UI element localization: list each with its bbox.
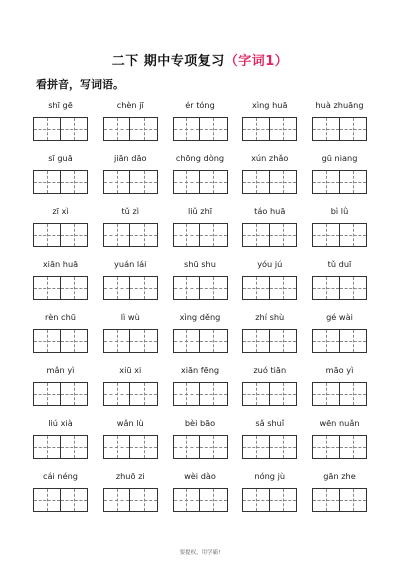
writing-box[interactable] [33, 276, 61, 300]
writing-box[interactable] [103, 223, 131, 247]
writing-box-pair [103, 488, 158, 512]
writing-box[interactable] [61, 488, 89, 512]
writing-box[interactable] [130, 170, 158, 194]
exercise-item [103, 414, 158, 467]
writing-box[interactable] [200, 435, 228, 459]
pinyin-label: cái néng [42, 471, 78, 481]
writing-box[interactable] [130, 223, 158, 247]
pinyin-label: xún zhǎo [251, 153, 289, 163]
writing-box[interactable] [61, 223, 89, 247]
writing-box[interactable] [270, 117, 298, 141]
exercise-item [103, 308, 158, 361]
pinyin-label: zī xì [52, 206, 69, 216]
writing-box[interactable] [173, 276, 201, 300]
pinyin-label: xiū xi [119, 365, 142, 375]
writing-box[interactable] [270, 276, 298, 300]
exercise-item [33, 308, 88, 361]
writing-box[interactable] [340, 329, 368, 353]
writing-box[interactable] [340, 276, 368, 300]
exercise-item [103, 361, 158, 414]
writing-box[interactable] [340, 435, 368, 459]
pinyin-label: bì lǜ [330, 206, 349, 216]
pinyin-label: sī guā [48, 153, 73, 163]
pinyin-label: chōng dòng [175, 153, 225, 163]
writing-box-pair [173, 488, 228, 512]
writing-box[interactable] [130, 276, 158, 300]
writing-box[interactable] [33, 488, 61, 512]
exercise-item [33, 414, 88, 467]
writing-box[interactable] [200, 488, 228, 512]
writing-box-pair [33, 117, 88, 141]
title-main: 二下 期中专项复习 [111, 54, 225, 69]
exercise-item [173, 361, 228, 414]
exercise-item [33, 96, 88, 149]
writing-box-pair [173, 435, 228, 459]
exercise-item [103, 202, 158, 255]
writing-box[interactable] [200, 223, 228, 247]
writing-box[interactable] [270, 329, 298, 353]
writing-box[interactable] [173, 170, 201, 194]
writing-box-pair [173, 382, 228, 406]
writing-box-pair [312, 488, 367, 512]
writing-box[interactable] [130, 488, 158, 512]
exercise-item [33, 255, 88, 308]
pinyin-label: gān zhe [323, 471, 356, 481]
writing-box[interactable] [270, 488, 298, 512]
writing-box[interactable] [312, 117, 340, 141]
writing-box-pair [242, 117, 297, 141]
pinyin-label: māo yì [325, 365, 354, 375]
writing-box[interactable] [242, 488, 270, 512]
writing-box[interactable] [242, 435, 270, 459]
exercise-item [103, 149, 158, 202]
writing-box-pair [242, 488, 297, 512]
writing-box[interactable] [312, 329, 340, 353]
writing-box-pair [33, 435, 88, 459]
writing-box[interactable] [242, 329, 270, 353]
pinyin-label: huà zhuāng [315, 100, 364, 110]
writing-box[interactable] [33, 223, 61, 247]
pinyin-label: zhuō zi [115, 471, 145, 481]
writing-box-pair [173, 170, 228, 194]
writing-box[interactable] [270, 382, 298, 406]
exercise-item [242, 467, 297, 520]
exercise-item [103, 255, 158, 308]
writing-box-pair [173, 276, 228, 300]
exercise-item [312, 202, 367, 255]
writing-box[interactable] [61, 276, 89, 300]
writing-box-pair [242, 170, 297, 194]
writing-box-pair [103, 382, 158, 406]
writing-box[interactable] [103, 117, 131, 141]
writing-box[interactable] [340, 223, 368, 247]
writing-box[interactable] [33, 170, 61, 194]
writing-box[interactable] [173, 435, 201, 459]
writing-box-pair [312, 170, 367, 194]
pinyin-label: shū shu [184, 259, 216, 269]
writing-box[interactable] [200, 382, 228, 406]
exercise-item [33, 202, 88, 255]
pinyin-label: chèn jī [116, 100, 144, 110]
exercise-item [312, 255, 367, 308]
writing-box[interactable] [130, 117, 158, 141]
writing-box[interactable] [130, 329, 158, 353]
pinyin-label: shī gē [48, 100, 73, 110]
pinyin-label: xìng děng [179, 312, 221, 322]
pinyin-label: ér tóng [185, 100, 215, 110]
writing-box[interactable] [103, 435, 131, 459]
pinyin-label: lì wù [120, 312, 140, 322]
writing-box[interactable] [312, 170, 340, 194]
exercise-item [173, 414, 228, 467]
exercise-item [242, 361, 297, 414]
writing-box[interactable] [130, 435, 158, 459]
pinyin-label: jiān dāo [113, 153, 147, 163]
exercise-item [242, 96, 297, 149]
writing-box-pair [312, 435, 367, 459]
writing-box[interactable] [200, 170, 228, 194]
writing-box[interactable] [61, 170, 89, 194]
pinyin-label: tǔ duī [327, 259, 352, 269]
writing-box-pair [103, 435, 158, 459]
pinyin-label: wǎn lù [116, 418, 144, 428]
writing-box[interactable] [103, 276, 131, 300]
writing-box[interactable] [173, 117, 201, 141]
exercise-item [33, 149, 88, 202]
writing-box[interactable] [270, 223, 298, 247]
writing-box-pair [312, 329, 367, 353]
writing-box[interactable] [200, 329, 228, 353]
writing-box[interactable] [242, 117, 270, 141]
writing-box[interactable] [173, 382, 201, 406]
writing-box[interactable] [33, 117, 61, 141]
exercise-item [242, 255, 297, 308]
exercise-item [33, 467, 88, 520]
pinyin-label: liǔ zhī [187, 206, 213, 216]
writing-box[interactable] [270, 435, 298, 459]
writing-box[interactable] [61, 382, 89, 406]
title-accent: （字词1） [224, 54, 289, 69]
writing-box-pair [33, 329, 88, 353]
exercise-item [173, 308, 228, 361]
writing-box[interactable] [242, 382, 270, 406]
writing-box[interactable] [173, 488, 201, 512]
writing-box[interactable] [242, 170, 270, 194]
writing-box-pair [33, 170, 88, 194]
exercise-grid [33, 96, 367, 520]
writing-box-pair [312, 223, 367, 247]
exercise-item [173, 149, 228, 202]
exercise-item [242, 149, 297, 202]
writing-box-pair [103, 170, 158, 194]
exercise-item [312, 96, 367, 149]
writing-box[interactable] [312, 435, 340, 459]
exercise-item [312, 414, 367, 467]
writing-box[interactable] [312, 276, 340, 300]
exercise-item [173, 467, 228, 520]
writing-box[interactable] [33, 435, 61, 459]
writing-box[interactable] [103, 170, 131, 194]
page-footer: 要提权，用学霸! [179, 550, 221, 556]
writing-box-pair [312, 117, 367, 141]
writing-box-pair [312, 382, 367, 406]
exercise-item [312, 308, 367, 361]
pinyin-label: wēn nuǎn [319, 418, 360, 428]
writing-box-pair [242, 382, 297, 406]
writing-box-pair [33, 223, 88, 247]
pinyin-label: rèn chū [45, 312, 76, 322]
writing-box-pair [103, 117, 158, 141]
exercise-item [103, 467, 158, 520]
writing-box[interactable] [340, 117, 368, 141]
writing-box-pair [312, 276, 367, 300]
pinyin-label: gū niang [321, 153, 358, 163]
pinyin-label: mǎn yì [46, 365, 75, 375]
writing-box-pair [103, 276, 158, 300]
exercise-item [33, 361, 88, 414]
writing-box[interactable] [61, 435, 89, 459]
pinyin-label: xiān huā [42, 259, 79, 269]
writing-box[interactable] [312, 488, 340, 512]
writing-box[interactable] [103, 382, 131, 406]
writing-box[interactable] [340, 488, 368, 512]
pinyin-label: zhí shù [255, 312, 285, 322]
writing-box[interactable] [200, 117, 228, 141]
exercise-item [173, 255, 228, 308]
writing-box-pair [173, 329, 228, 353]
pinyin-label: yuán lái [114, 259, 147, 269]
writing-box-pair [33, 488, 88, 512]
writing-box[interactable] [340, 382, 368, 406]
pinyin-label: yóu jú [257, 259, 283, 269]
exercise-item [103, 96, 158, 149]
writing-box[interactable] [200, 276, 228, 300]
exercise-item [312, 361, 367, 414]
writing-box-pair [242, 276, 297, 300]
exercise-item [312, 149, 367, 202]
writing-box-pair [242, 223, 297, 247]
writing-box-pair [33, 382, 88, 406]
writing-box[interactable] [270, 170, 298, 194]
writing-box[interactable] [61, 329, 89, 353]
writing-box-pair [173, 117, 228, 141]
writing-box[interactable] [33, 382, 61, 406]
writing-box[interactable] [103, 329, 131, 353]
writing-box[interactable] [242, 276, 270, 300]
writing-box-pair [242, 435, 297, 459]
exercise-item [242, 308, 297, 361]
writing-box[interactable] [173, 223, 201, 247]
writing-box[interactable] [173, 329, 201, 353]
page-title [0, 50, 400, 69]
pinyin-label: bèi bāo [184, 418, 216, 428]
writing-box[interactable] [61, 117, 89, 141]
exercise-item [312, 467, 367, 520]
pinyin-label: liú xià [48, 418, 73, 428]
pinyin-label: xìng huā [251, 100, 288, 110]
pinyin-label: táo huā [254, 206, 286, 216]
writing-box-pair [103, 223, 158, 247]
writing-box[interactable] [312, 382, 340, 406]
writing-box[interactable] [242, 223, 270, 247]
pinyin-label: tǔ zì [121, 206, 140, 216]
exercise-item [242, 414, 297, 467]
writing-box-pair [173, 223, 228, 247]
pinyin-label: nóng jù [254, 471, 286, 481]
pinyin-label: sǎ shuǐ [255, 418, 285, 428]
exercise-item [242, 202, 297, 255]
exercise-item [173, 96, 228, 149]
exercise-item [173, 202, 228, 255]
writing-box[interactable] [33, 329, 61, 353]
writing-box[interactable] [312, 223, 340, 247]
writing-box[interactable] [130, 382, 158, 406]
writing-box-pair [242, 329, 297, 353]
pinyin-label: zuó tiān [253, 365, 287, 375]
pinyin-label: xiān fēng [180, 365, 220, 375]
pinyin-label: gé wài [326, 312, 353, 322]
instruction-text: 看拼音，写词语。 [36, 78, 124, 91]
writing-box[interactable] [340, 170, 368, 194]
writing-box-pair [33, 276, 88, 300]
writing-box[interactable] [103, 488, 131, 512]
writing-box-pair [103, 329, 158, 353]
pinyin-label: wèi dào [184, 471, 216, 481]
